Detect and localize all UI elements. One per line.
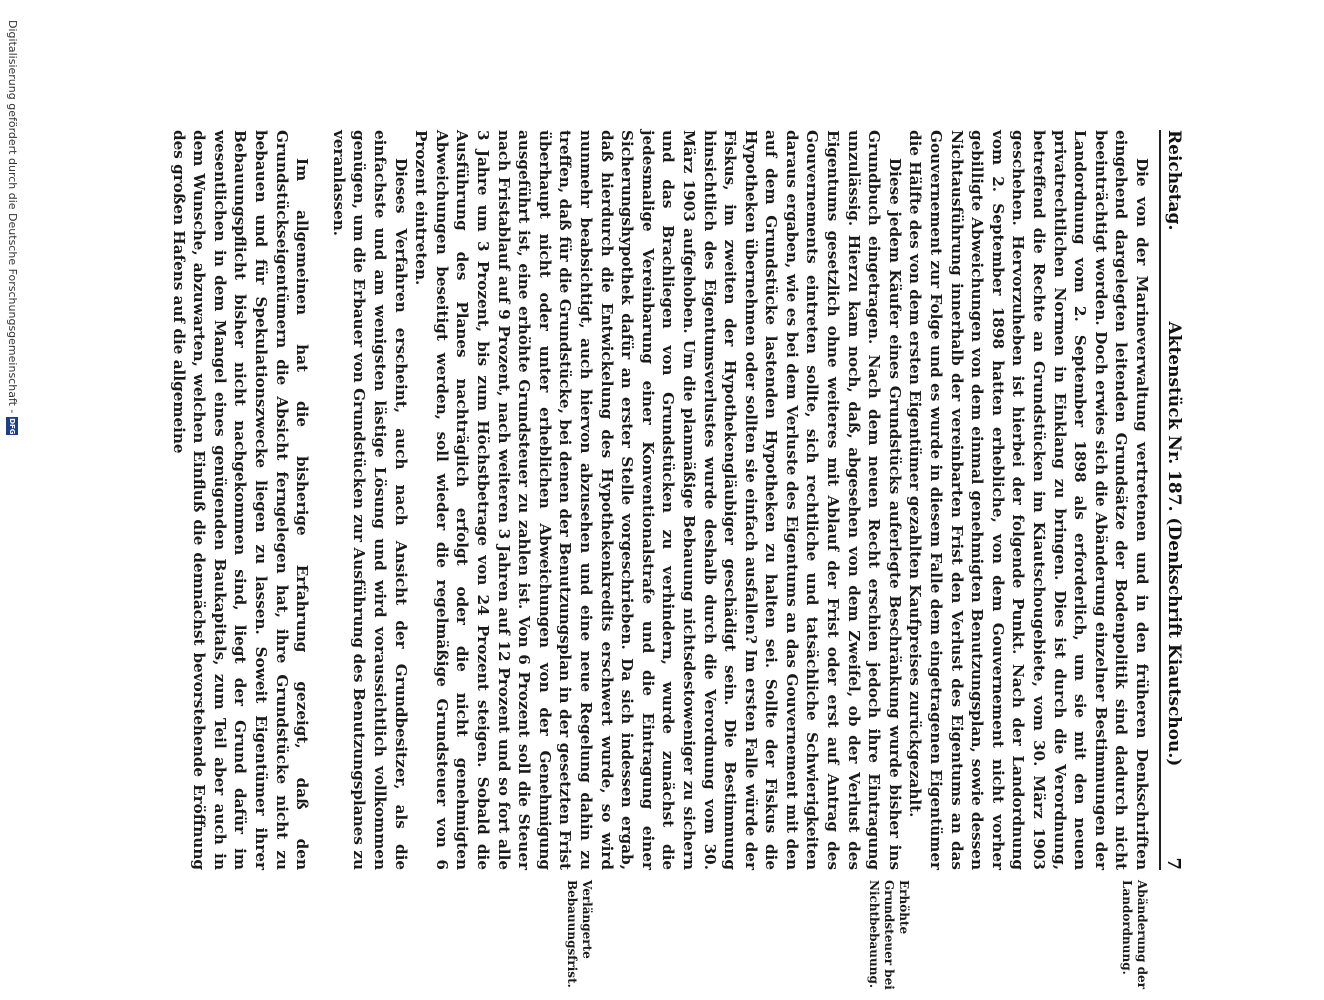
paragraph: Die von der Marineverwaltung vertretenen und in den früheren Denkschriften eingehend dargelegten leitenden Grundsätze der Bodenpolitik sind dadurch nicht beeinträchtigt worden. Doch erwies sich die Abänderung einzelner Bestimmungen der Landordnung vom 2. September 1898 als erforderlich, um sie mit den neuen privatrechtlichen Normen in Einklang zu bringen. Dies ist durch die Verordnung, betreffend die Rechte an Grundstücken im Kiautschougebiete, vom 30. März 1903 geschehen. Hervorzuheben ist hierbei der folgende Punkt. Nach der Landordnung vom 2. September 1898 hatten erhebliche, von dem Gouvernement nicht vorher gebilligte Abweichungen von dem einmal genehmigten Benutzungsplan, sowie dessen Nichtausführung innerhalb der vereinbarten Frist den Verlust des Eigentums an das Gouvernement zur Folge und es wurde in diesem Falle dem eingetragenen Eigentümer die Hälfte des von dem ersten Eigentümer gezahlten Kaufpreises zurückgezahlt. <box>906 130 1151 870</box>
header-left: Reichstag. <box>1164 130 1184 231</box>
margin-note-bebauungsfrist: Verlängerte Bebauungsfrist. <box>565 880 594 988</box>
header-rule <box>1159 130 1161 870</box>
margin-note-landordnung: Abänderung der Landordnung. <box>1120 880 1149 989</box>
page-number: 7 <box>1163 857 1185 870</box>
footer-text: Digitalisierung gefördert durch die Deutsche Forschungsgemeinschaft - <box>6 20 19 414</box>
header-title: Aktenstück Nr. 187. (Denkschrift Kiautschou.) <box>1164 321 1184 767</box>
dfg-logo-icon: DFG <box>8 418 17 435</box>
running-header <box>1161 130 1187 870</box>
paragraph: Im allgemeinen hat die bisherige Erfahrung gezeigt, daß den Grundstückseigentümern die Absicht ferngelegen hat, ihre Grundstücke nicht zu bebauen und für Spekulationszwecke liegen zu lassen. Soweit Eigentümer ihrer Bebauungspflicht bisher nicht nachgekommen sind, liegt der Grund dafür im wesentlichen in dem Mangel eines genügenden Baukapitals, zum Teil aber auch in dem Wunsche, abzuwarten, welchen Einfluß die demnächst bevorstehende Eröffnung des großen Hafens auf die allgemeine <box>169 130 312 870</box>
digitization-footer <box>6 20 19 980</box>
margin-note-grundsteuer: Erhöhte Grundsteuer bei Nichtbebauung. <box>867 880 911 990</box>
paragraph: Diese jedem Käufer eines Grundstücks auferlegte Beschränkung wurde bisher ins Grundbuch eingetragen. Nach dem neuen Recht erschien jedoch ihre Eintragung unzulässig. Hierzu kam noch, daß, abgesehen von dem Zweifel, ob der Verlust des Eigentums gesetzlich ohne weiteres mit Ablauf der Frist oder erst auf Antrag des Gouvernements eintreten sollte, sich rechtliche und tatsächliche Schwierigkeiten daraus ergaben, wie es bei dem Verluste des Eigentums an das Gouvernement mit den auf dem Grundstücke lastenden Hypotheken zu halten sei. Sollte der Fiskus die Hypotheken übernehmen oder sollten sie einfach ausfallen? Im ersten Falle würde der Fiskus, im zweiten der Hypothekengläubiger geschädigt sein. Die Bestimmung hinsichtlich des Eigentumsverlustes wurde deshalb durch die Verordnung vom 30. März 1903 aufgehoben. Um die planmäßige Bebauung nichtsdestoweniger zu sichern und das Brachliegen von Grundstücken zu verhindern, wurde zunächst die jedesmalige Vereinbarung einer Konventionalstrafe und die Eintragung einer Sicherungshypothek dafür an erster Stelle vorgeschrieben. Da sich indessen ergab, daß hierdurch die Entwickelung des Hypothekenkredits erschwert wurde, so wird nunmehr beabsichtigt, auch hiervon abzusehen und eine neue Regelung dahin zu treffen, daß für die Grundstücke, bei denen der Benutzungsplan in der gesetzten Frist überhaupt nicht oder unter erheblichen Abweichungen von der Genehmigung ausgeführt ist, eine erhöhte Grundsteuer zu zahlen ist. Von 6 Prozent soll die Steuer nach Fristablauf auf 9 Prozent, nach weiteren 3 Jahren auf 12 Prozent und so fort alle 3 Jahre um 3 Prozent, bis zum Höchstbetrage von 24 Prozent steigen. Sobald die Ausführung des Planes nachträglich erfolgt oder die nicht genehmigten Abweichungen beseitigt werden, soll wieder die regelmäßige Grundsteuer von 6 Prozent eintreten. <box>412 130 904 870</box>
paragraph: Dieses Verfahren erscheint, auch nach Ansicht der Grundbesitzer, als die einfachste und am wenigsten lästige Lösung und wird voraussichtlich vollkommen genügen, um die Erbauer von Grundstücken zur Ausführung des Benutzungsplanes zu veranlassen. <box>329 130 410 870</box>
body-text <box>168 130 1152 870</box>
